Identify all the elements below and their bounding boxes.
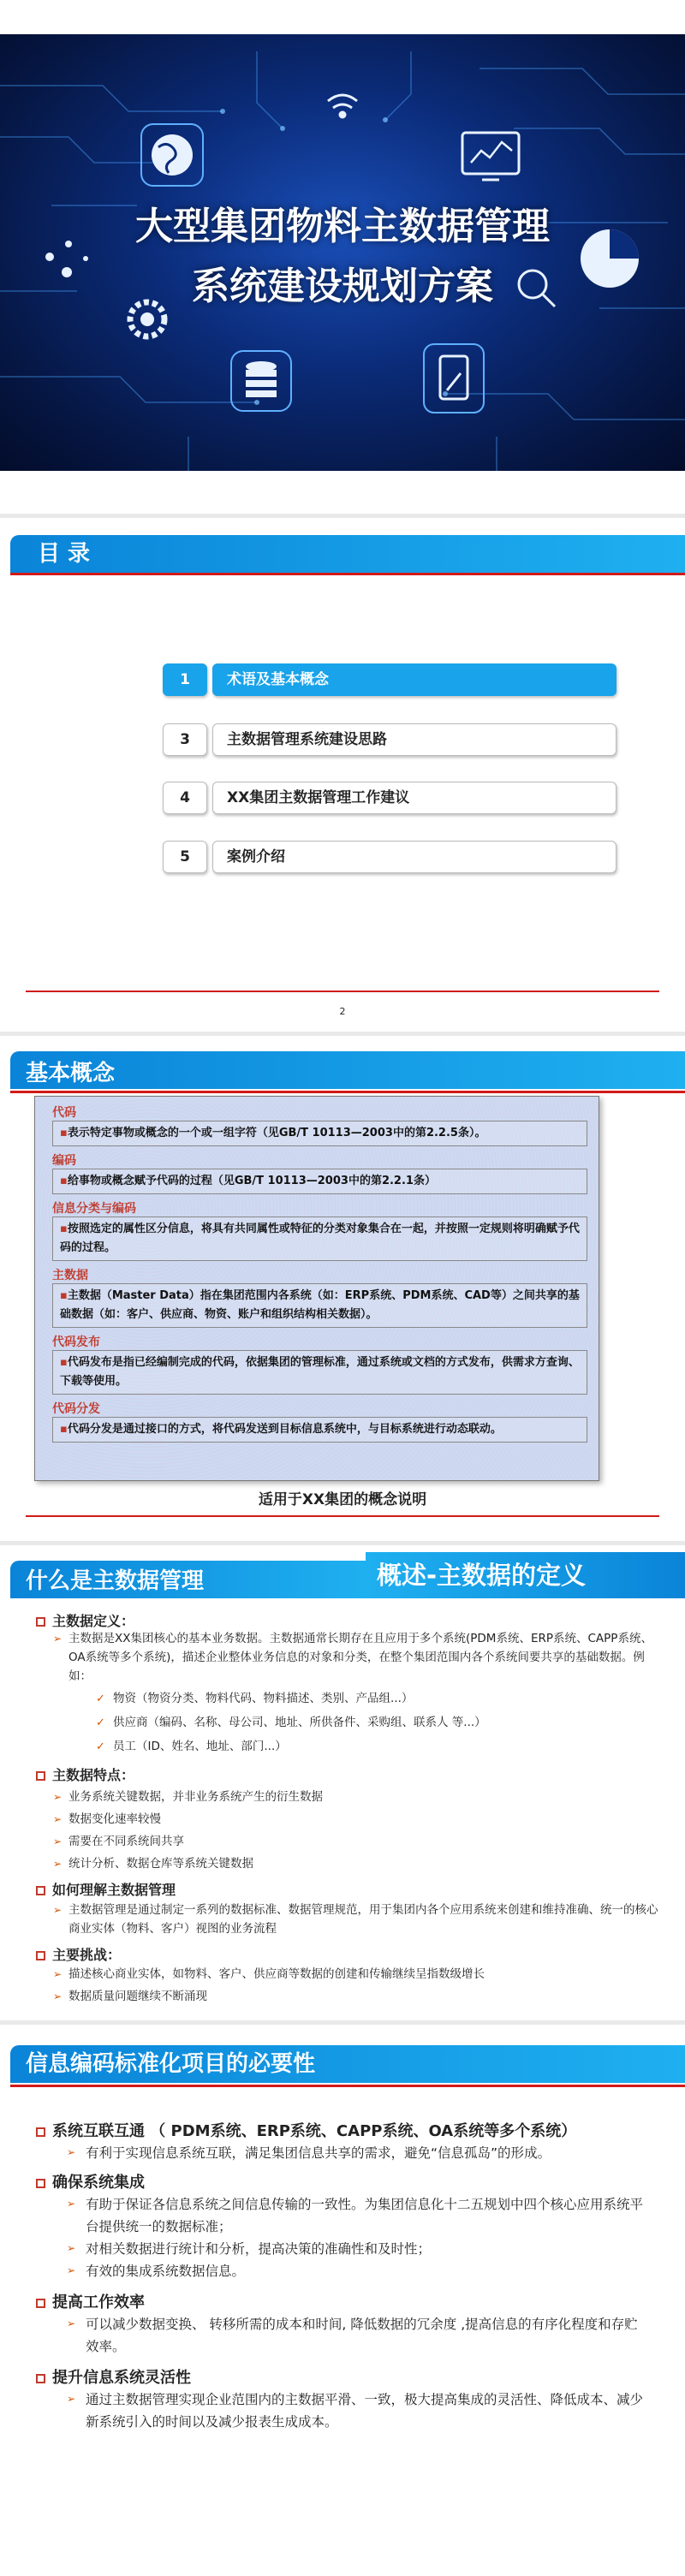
square-bullet-icon — [36, 2374, 45, 2383]
arrow-bullet-icon: ➢ — [67, 2146, 76, 2158]
toc-item-label: 术语及基本概念 — [212, 663, 616, 696]
toc-item-label: XX集团主数据管理工作建议 — [212, 782, 616, 814]
arrow-bullet-icon: ➢ — [53, 1968, 63, 1980]
section-item: 可以减少数据变换、 转移所需的成本和时间, 降低数据的冗余度 ,提高信息的有序化程度和存贮效率。 — [86, 2317, 638, 2354]
arrow-bullet-icon: ➢ — [53, 1904, 63, 1916]
masterdata-slide — [0, 1545, 685, 2020]
arrow-bullet-icon: ➢ — [53, 1633, 63, 1645]
check-icon: ✓ — [96, 1693, 105, 1705]
cover-slide — [0, 0, 685, 514]
chal-title: 主要挑战： — [36, 1944, 121, 1964]
arrow-bullet-icon: ➢ — [53, 1835, 63, 1847]
footer-divider — [26, 991, 659, 992]
concept-title-distribute: 代码分发 — [52, 1402, 100, 1416]
section-item: 对相关数据进行统计和分析，提高决策的准确性和及时性； — [86, 2241, 432, 2257]
toc-header — [0, 518, 685, 585]
wifi-icon — [328, 95, 357, 117]
concepts-slide — [0, 1036, 685, 1541]
cover-title-line1: 大型集团物料主数据管理 — [135, 205, 550, 248]
toc-item-1[interactable] — [163, 663, 616, 696]
check-icon: ✓ — [96, 1740, 105, 1753]
arrow-bullet-icon: ➢ — [53, 1990, 63, 2002]
concept-title-classification: 信息分类与编码 — [52, 1202, 136, 1216]
arrow-bullet-icon: ➢ — [53, 1858, 63, 1870]
feature-item: 统计分析、数据仓库等系统关键数据 — [68, 1857, 253, 1871]
section-title-flexibility: 提升信息系统灵活性 — [36, 2365, 191, 2388]
square-bullet-icon — [36, 2179, 45, 2188]
concept-text-encoding: ▪给事物或概念赋予代码的过程（见GB/T 10113—2003中的第2.2.1条） — [52, 1169, 587, 1194]
example-item: 物资（物资分类、物料代码、物料描述、类别、产品组...） — [113, 1692, 414, 1705]
toc-item-number: 4 — [163, 782, 207, 814]
header-divider — [10, 1091, 685, 1093]
feature-item: 业务系统关键数据，并非业务系统产生的衍生数据 — [68, 1790, 323, 1804]
toc-item-number: 5 — [163, 841, 207, 873]
square-bullet-icon — [36, 1886, 45, 1895]
feature-item: 数据变化速率较慢 — [68, 1812, 161, 1826]
section-item: 有效的集成系统数据信息。 — [86, 2264, 246, 2279]
section-item: 通过主数据管理实现企业范围内的主数据平滑、一致，极大提高集成的灵活性、降低成本、减少新系统引入的时间以及减少报表生成成本。 — [86, 2392, 644, 2430]
toc-item-label: 案例介绍 — [212, 841, 616, 873]
arrow-bullet-icon: ➢ — [67, 2317, 76, 2329]
concept-text-distribute: ▪代码分发是通过接口的方式，将代码发送到目标信息系统中，与目标系统进行动态联动。 — [52, 1417, 587, 1443]
header-bar — [10, 535, 685, 573]
masterdata-header — [0, 1552, 685, 1595]
toc-item-4[interactable] — [163, 782, 616, 814]
concept-text-master-data: ▪主数据（Master Data）指在集团范围内各系统（如：ERP系统、PDM系统、CAD等）之间共享的基础数据（如：客户、供应商、物资、账户和组织结构相关数据）。 — [52, 1283, 587, 1328]
check-icon: ✓ — [96, 1716, 105, 1729]
toc-slide — [0, 518, 685, 1032]
cover-title-line2: 系统建设规划方案 — [192, 265, 493, 308]
toc-item-label: 主数据管理系统建设思路 — [212, 723, 616, 756]
feat-title: 主数据特点： — [36, 1764, 134, 1784]
concept-text-classification: ▪按照选定的属性区分信息，将具有共同属性或特征的分类对象集合在一起，并按照一定规则将明确赋予代码的过程。 — [52, 1217, 587, 1261]
arrow-bullet-icon: ➢ — [53, 1813, 63, 1825]
square-bullet-icon — [36, 1951, 45, 1960]
concept-title-master-data: 主数据 — [52, 1269, 88, 1282]
concepts-header — [0, 1036, 685, 1103]
tablet-icon — [424, 344, 484, 413]
arrow-bullet-icon: ➢ — [67, 2242, 76, 2254]
def-text: 主数据是XX集团核心的基本业务数据。主数据通常长期存在且应用于多个系统(PDM系统、ERP系统、CAPP系统、OA系统等多个系统)，描述企业整体业务信息的对象和分类，在整个集团范围内各个系统间要共享的基础数据。例如： — [68, 1632, 652, 1683]
page-number: 2 — [339, 1006, 346, 1017]
concept-title-encoding: 编码 — [52, 1154, 76, 1168]
necessity-heading: 信息编码标准化项目的必要性 — [26, 2051, 316, 2077]
feature-item: 需要在不同系统间共享 — [68, 1835, 184, 1848]
challenge-item: 数据质量问题继续不断涌现 — [68, 1990, 207, 2003]
toc-item-3[interactable] — [163, 723, 616, 756]
arrow-bullet-icon: ➢ — [53, 1791, 63, 1803]
toc-heading: 目 录 — [38, 541, 91, 567]
footer-divider — [26, 1515, 659, 1517]
section-title-efficiency: 提高工作效率 — [36, 2290, 145, 2312]
square-bullet-icon — [36, 1617, 45, 1627]
cover-banner — [0, 34, 685, 471]
mgmt-text: 主数据管理是通过制定一系列的数据标准、数据管理规范，用于集团内各个应用系统来创建和维持准确、统一的核心商业实体（物料、客户）视图的业务流程 — [68, 1903, 658, 1936]
square-bullet-icon — [36, 2299, 45, 2308]
globe-icon — [141, 124, 203, 186]
square-bullet-icon — [36, 1771, 45, 1781]
cover-title — [0, 197, 685, 317]
concept-title-code: 代码 — [52, 1106, 76, 1120]
arrow-bullet-icon: ➢ — [67, 2198, 76, 2210]
concept-text-publish: ▪代码发布是指已经编制完成的代码，依据集团的管理标准，通过系统或文档的方式发布，供需求方查询、下载等使用。 — [52, 1350, 587, 1395]
challenge-item: 描述核心商业实体，如物料、客户、供应商等数据的创建和传输继续呈指数级增长 — [68, 1967, 485, 1981]
section-title-interconnect: 系统互联互通 （ PDM系统、ERP系统、CAPP系统、OA系统等多个系统） — [36, 2119, 576, 2141]
square-bullet-icon — [36, 2127, 45, 2137]
arrow-bullet-icon: ➢ — [67, 2264, 76, 2276]
concept-title-publish: 代码发布 — [52, 1336, 100, 1349]
section-title-integration: 确保系统集成 — [36, 2170, 145, 2192]
concept-panel — [34, 1096, 599, 1481]
section-item: 有利于实现信息系统互联，满足集团信息共享的需求，避免“信息孤岛”的形成。 — [86, 2145, 551, 2161]
arrow-bullet-icon: ➢ — [67, 2393, 76, 2405]
masterdata-heading-right: 概述-主数据的定义 — [377, 1561, 587, 1590]
necessity-slide — [0, 2025, 685, 2576]
masterdata-heading-left: 什么是主数据管理 — [26, 1568, 205, 1594]
section-item: 有助于保证各信息系统之间信息传输的一致性。为集团信息化十二五规划中四个核心应用系统平台提供统一的数据标准； — [86, 2197, 644, 2234]
header-divider — [10, 2085, 685, 2087]
mgmt-title: 如何理解主数据管理 — [36, 1879, 176, 1899]
def-title: 主数据定义： — [36, 1610, 134, 1630]
concepts-heading: 基本概念 — [26, 1061, 116, 1086]
example-item: 供应商（编码、名称、母公司、地址、所供备件、采购组、联系人 等...） — [113, 1716, 486, 1729]
concept-text-code: ▪表示特定事物或概念的一个或一组字符（见GB/T 10113—2003中的第2.2.5条）。 — [52, 1121, 587, 1146]
monitor-chart-icon — [462, 133, 519, 180]
toc-item-number: 3 — [163, 723, 207, 756]
example-item: 员工（ID、姓名、地址、部门...） — [113, 1740, 287, 1753]
concept-caption: 适用于XX集团的概念说明 — [258, 1491, 427, 1508]
header-divider — [10, 573, 685, 575]
toc-item-5[interactable] — [163, 841, 616, 873]
toc-item-number: 1 — [163, 663, 207, 696]
necessity-header — [0, 2025, 685, 2091]
